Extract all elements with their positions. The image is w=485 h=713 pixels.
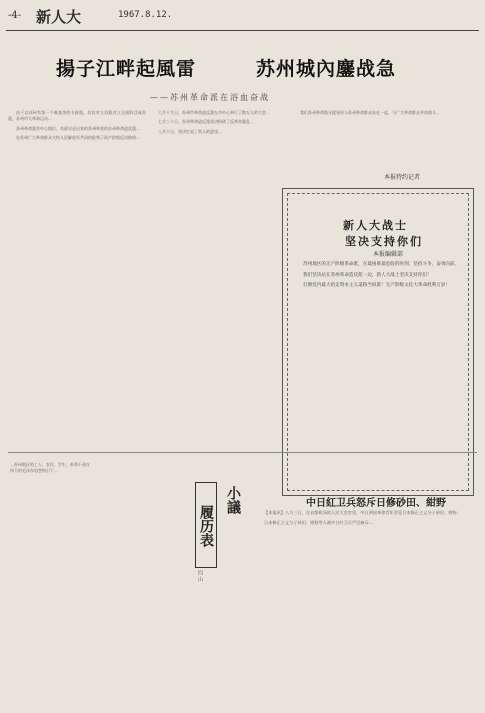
box-title-line1: 新人大战士 (343, 219, 408, 232)
box-credit: 本报编辑部 (373, 251, 404, 258)
editorial-box (282, 188, 474, 496)
bottom-left-article: ...苏州地区的工人、农民、学生、革命干部在伟大的毛泽东思想指引下... (10, 462, 90, 474)
paragraph: 【本报讯】八月三日，在首都机场的人民大会堂里，中日两国革命青年会见日本修正主义分子砂田、紺野。 (264, 510, 461, 515)
article-column-1 (8, 110, 146, 450)
box-title-line2: 坚决支持你们 (345, 235, 423, 248)
box-text (293, 261, 463, 481)
vertical-title-box (193, 476, 247, 616)
paragraph: 日本修正主义分子砂田、紺野等人被中日紅卫兵严厉痛斥... (264, 519, 373, 525)
article-column-2 (150, 110, 288, 450)
headline-right: 苏州城內鏖战急 (256, 58, 397, 80)
paragraph: 八月十日，坚决打退了敌人的进攻... (158, 128, 222, 134)
article3-body (256, 510, 476, 706)
paragraph: 六月十九日，苏州市革命造反派在市中心举行了数万人的大会... (158, 110, 270, 115)
paragraph: 由于以苏州有第一个被查黑的支持派。其次对立苏派对立全面的目成苏派，苏州市大革命运动... (8, 110, 146, 122)
page-number: -4- (8, 10, 22, 21)
headline-subtitle: ——苏州革命派在浴血奋战 (150, 93, 270, 102)
vertical-author: 四 山 (197, 570, 203, 582)
column3-credit: 本报特约记者 (384, 174, 421, 181)
headline-left: 揚子江畔起風雷 (56, 58, 197, 80)
paragraph: 我们苏州革命派支援坚决与苏州革命群众站在一起，与广大革命群众并肩战斗... (300, 110, 440, 115)
issue-date: 1967.8.12. (118, 10, 173, 20)
paragraph: 在苏州广大革命群众支持人民解放军共同的批判了资产阶级反动路线... (16, 135, 140, 141)
paragraph: 七月三十日，苏州革命造反派坚决粉碎了反革命暴乱... (158, 119, 254, 125)
paragraph: 打倒党内最大的走资本主义道路当权派！无产阶级文化大革命胜利万岁！ (303, 283, 451, 289)
article-column-3 (292, 110, 478, 170)
section-divider (8, 452, 477, 453)
paragraph: 苏州革命派有中心地位，有最早走出来的苏州和老的苏州革命造反派... (16, 125, 140, 131)
masthead-rule (6, 30, 479, 31)
vertical-title: 履历表 (195, 482, 217, 568)
paragraph: 我们坚决站在苏州革命造反派一边，新人大战士坚决支持你们！ (303, 272, 432, 278)
article3-headline: 中日紅卫兵怒斥日修砂田、紺野 (306, 498, 446, 509)
masthead (8, 6, 478, 28)
vertical-title-suffix: 小議 (225, 486, 241, 514)
paper-name: 新人大 (36, 8, 82, 26)
paragraph: 苏州地区的无产阶级革命派，在最困难最危险的时刻，坚持斗争，奋勇向前。 (303, 262, 460, 267)
